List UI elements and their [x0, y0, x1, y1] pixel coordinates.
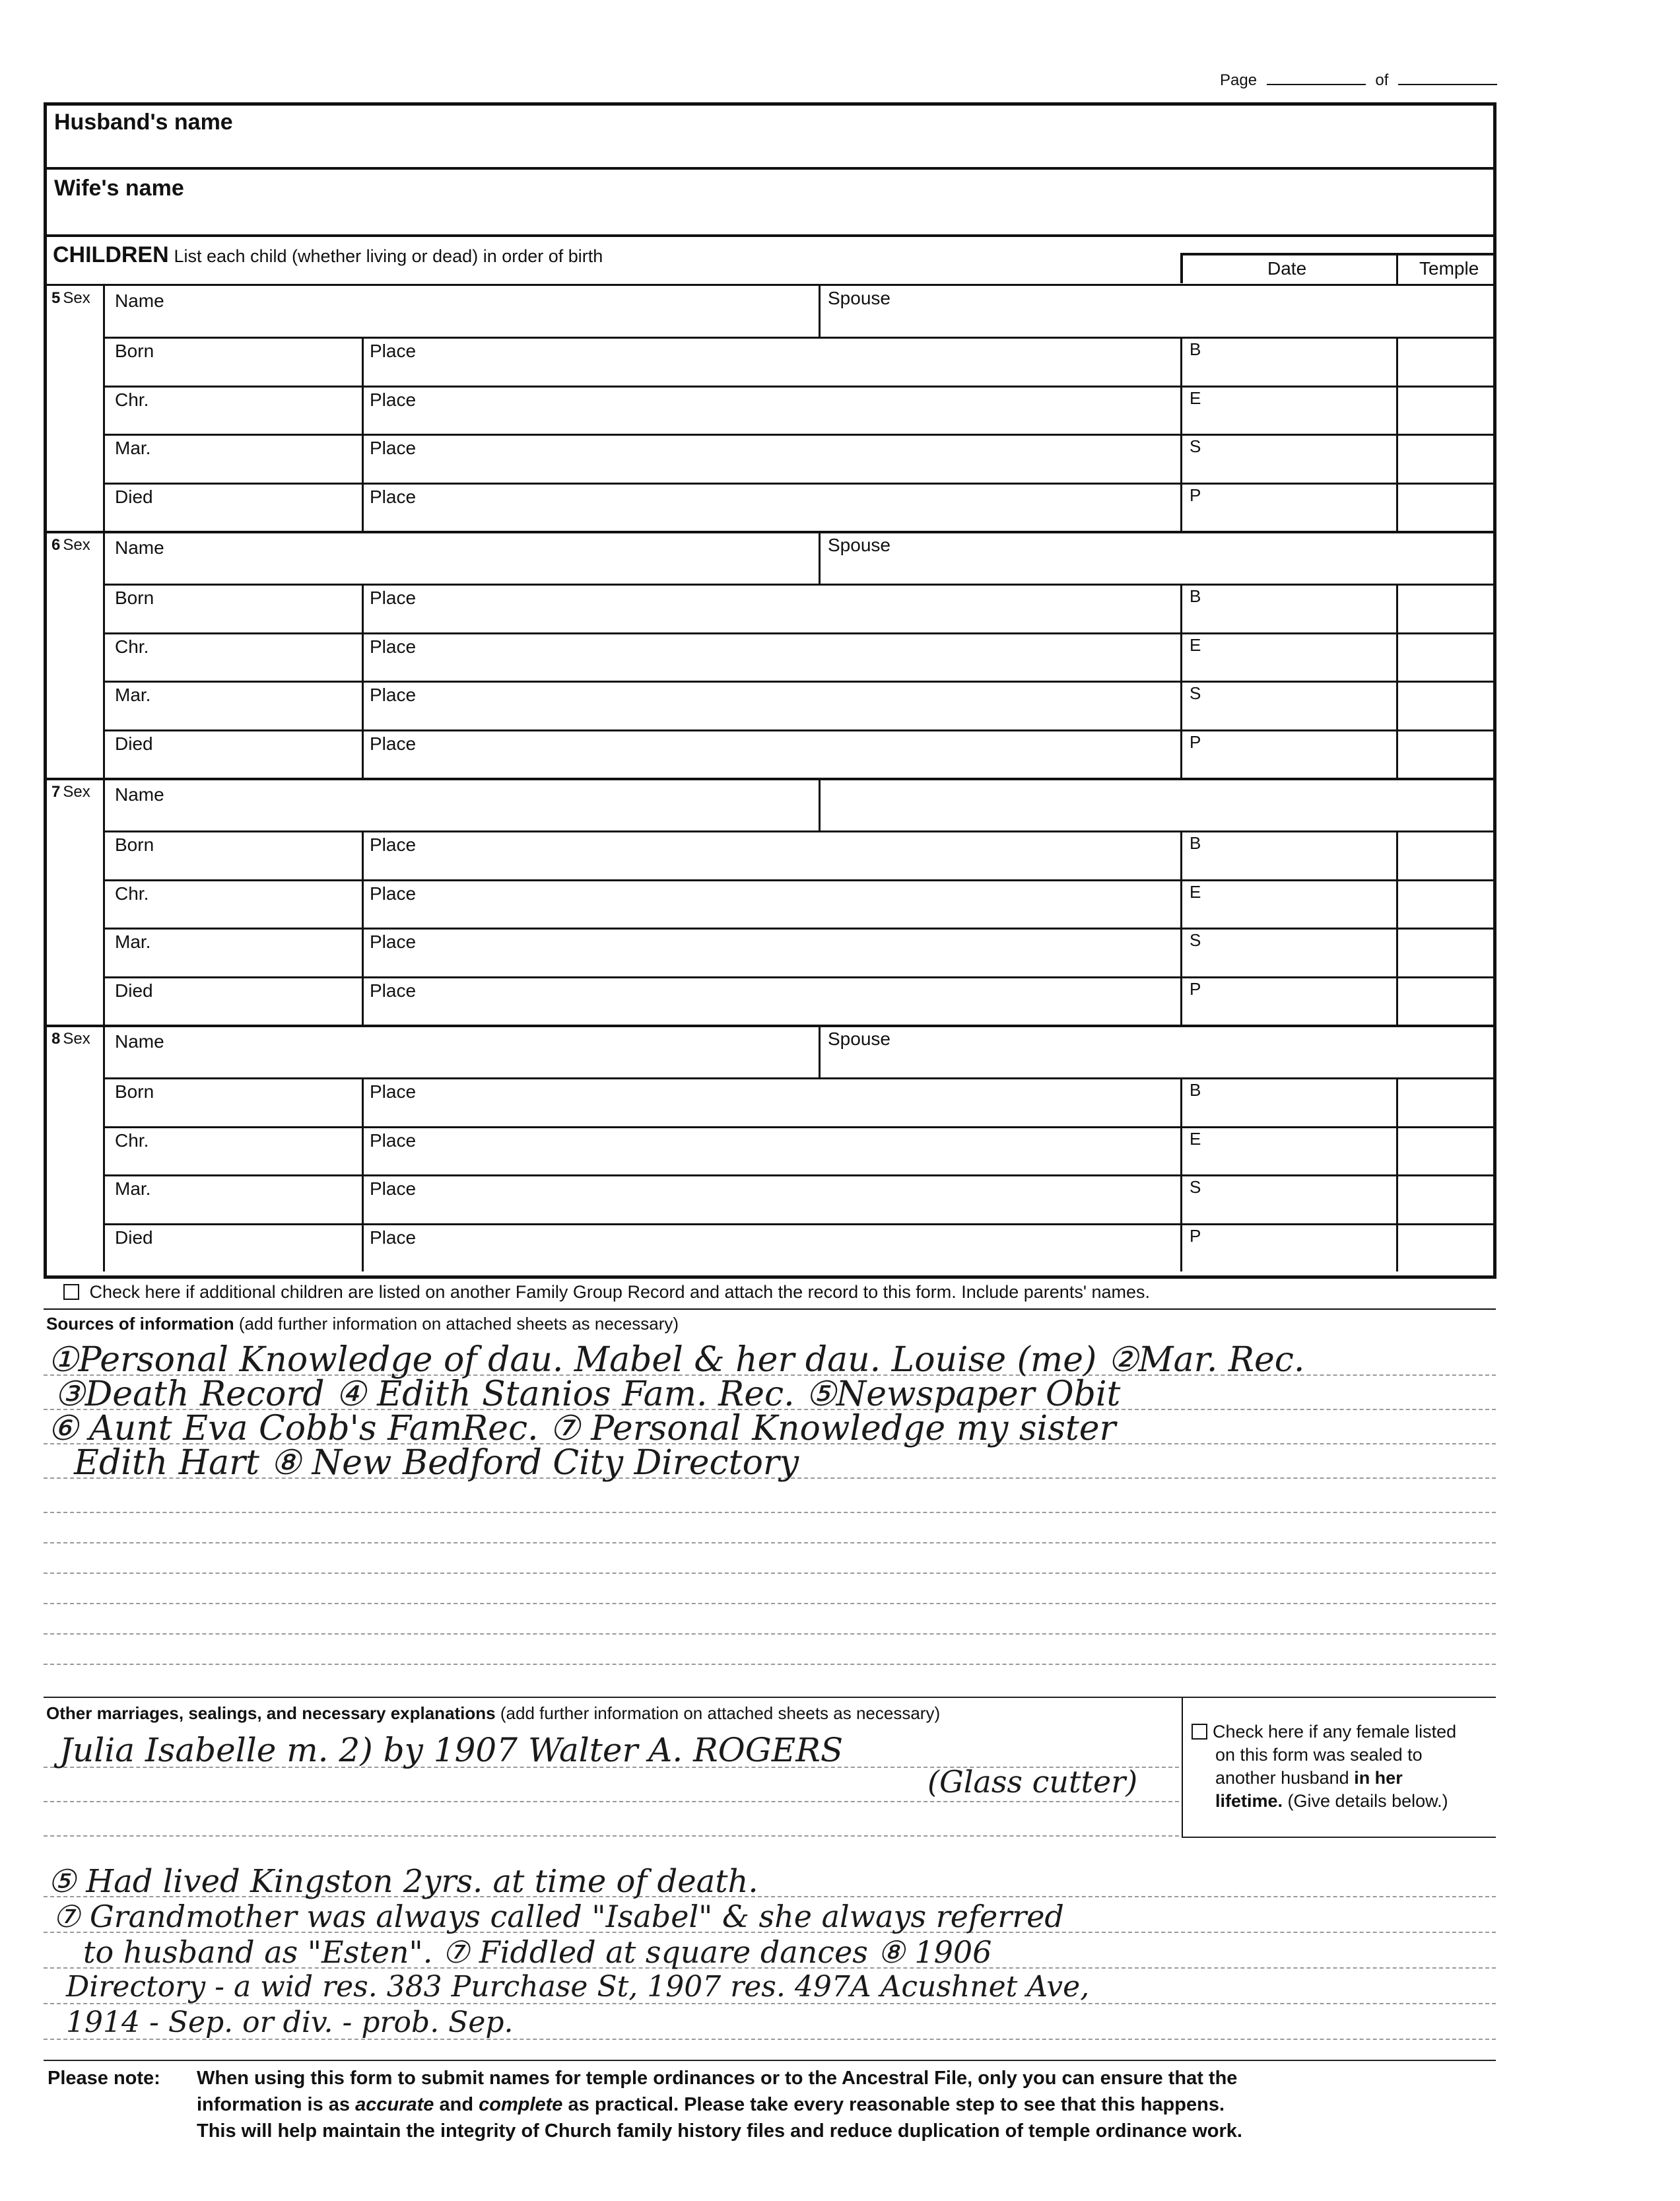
event-date-field[interactable]: [106, 1225, 359, 1270]
event-date-field[interactable]: [106, 978, 359, 1023]
place-label: Place: [370, 1081, 417, 1102]
event-label: Born: [115, 588, 154, 608]
event-label: Mar.: [115, 438, 151, 458]
ordinance-date-field[interactable]: [1183, 1176, 1394, 1221]
spouse-label: Spouse: [828, 288, 890, 308]
event-date-field[interactable]: [106, 387, 359, 432]
event-label: Born: [115, 1081, 154, 1102]
sealed-text-1: Check here if any female listed: [1192, 1720, 1456, 1744]
divider: [103, 1025, 105, 1271]
place-field[interactable]: [364, 585, 1178, 630]
child-number: [51, 1030, 90, 1048]
child-name-field[interactable]: [106, 285, 816, 334]
sources-line-1: ①Personal Knowledge of dau. Mabel & her dau. Louise (me) ②Mar. Rec.: [48, 1340, 1305, 1380]
event-label: Chr.: [115, 389, 149, 410]
page-label: Page: [1220, 71, 1258, 89]
place-label: Place: [370, 341, 417, 361]
children-subtitle: List each child (whether living or dead) in order of birth: [174, 246, 603, 266]
event-label: Died: [115, 980, 153, 1001]
event-date-field[interactable]: [106, 1176, 359, 1221]
wife-name-field[interactable]: [48, 170, 1493, 234]
additional-children-checkbox[interactable]: [63, 1284, 79, 1300]
spouse-field[interactable]: [821, 1026, 1492, 1075]
event-label: Born: [115, 834, 154, 855]
event-date-field[interactable]: [106, 731, 359, 776]
place-field[interactable]: [364, 1128, 1178, 1172]
spouse-label: Spouse: [828, 1029, 890, 1049]
child-name-field[interactable]: [106, 779, 816, 828]
temple-field[interactable]: [1399, 634, 1492, 679]
place-label: Place: [370, 883, 417, 904]
divider: [45, 234, 1495, 237]
event-label: Chr.: [115, 1130, 149, 1151]
place-label: Place: [370, 588, 417, 608]
additional-children-text: Check here if additional children are listed on another Family Group Record and attach the record to this form. Include parents' names.: [89, 1282, 1151, 1302]
husband-name-label: Husband's name: [54, 110, 233, 135]
event-date-field[interactable]: [106, 484, 359, 529]
place-field[interactable]: [364, 1225, 1178, 1270]
spouse-field[interactable]: [821, 285, 1492, 334]
additional-children-row: [63, 1282, 1150, 1303]
place-label: Place: [370, 931, 417, 952]
ordinance-date-field[interactable]: [1183, 435, 1394, 480]
other-marriages-line-1: Julia Isabelle m. 2) by 1907 Walter A. ROGERS: [59, 1731, 844, 1769]
other-marriages-title: Other marriages, sealings, and necessary explanations: [46, 1703, 496, 1723]
temple-field[interactable]: [1399, 585, 1492, 630]
child-number-value: 5: [51, 289, 61, 307]
of-label: of: [1375, 71, 1389, 89]
date-header: Date: [1267, 258, 1307, 279]
child-name-label: Name: [115, 784, 164, 805]
event-date-field[interactable]: [106, 1128, 359, 1172]
ordinance-label: B: [1190, 586, 1201, 606]
ruled-line: [44, 1542, 1496, 1543]
event-label: Died: [115, 1227, 153, 1248]
place-field[interactable]: [364, 832, 1178, 877]
sealed-checkbox[interactable]: [1192, 1724, 1207, 1740]
event-label: Chr.: [115, 636, 149, 657]
child-name-label: Name: [115, 290, 164, 311]
place-field[interactable]: [364, 484, 1178, 529]
temple-header: Temple: [1419, 258, 1479, 279]
event-label: Mar.: [115, 685, 151, 705]
divider: [44, 2060, 1496, 2061]
ruled-line: [44, 1633, 1496, 1635]
temple-field[interactable]: [1399, 387, 1492, 432]
child-name-field[interactable]: [106, 1026, 816, 1075]
ordinance-date-field[interactable]: [1183, 1225, 1394, 1270]
place-label: Place: [370, 834, 417, 855]
sex-label: Sex: [63, 536, 90, 554]
temple-field[interactable]: [1399, 682, 1492, 727]
sealed-text-4: lifetime. (Give details below.): [1215, 1791, 1448, 1811]
ordinance-label: B: [1190, 833, 1201, 853]
temple-field[interactable]: [1399, 484, 1492, 529]
ordinance-date-field[interactable]: [1183, 1079, 1394, 1124]
sealed-text-3: another husband in her: [1215, 1768, 1403, 1788]
ordinance-date-field[interactable]: [1183, 585, 1394, 630]
ordinance-label: S: [1190, 930, 1201, 950]
page-number-field[interactable]: [1267, 84, 1366, 85]
ordinance-date-field[interactable]: [1183, 387, 1394, 432]
temple-field[interactable]: [1399, 832, 1492, 877]
event-date-field[interactable]: [106, 682, 359, 727]
ordinance-date-field[interactable]: [1183, 978, 1394, 1023]
event-label: Died: [115, 733, 153, 754]
divider: [44, 1697, 1496, 1698]
divider: [1182, 1837, 1496, 1838]
event-date-field[interactable]: [106, 634, 359, 679]
ordinance-date-field[interactable]: [1183, 338, 1394, 383]
ruled-line: [44, 1573, 1496, 1574]
child-number: [51, 783, 90, 801]
event-label: Mar.: [115, 931, 151, 952]
ordinance-label: E: [1190, 634, 1201, 655]
ordinance-date-field[interactable]: [1183, 634, 1394, 679]
children-heading: [53, 242, 603, 268]
place-field[interactable]: [364, 929, 1178, 974]
footer-line-1: When using this form to submit names for temple ordinances or to the Ancestral File, only you can ensure that the: [197, 2068, 1238, 2089]
place-field[interactable]: [364, 1176, 1178, 1221]
place-field[interactable]: [364, 634, 1178, 679]
ordinance-label: E: [1190, 1128, 1201, 1149]
child-number-value: 7: [51, 783, 61, 801]
other-marriages-subtitle: (add further information on attached sheets as necessary): [500, 1703, 941, 1723]
wife-name-label: Wife's name: [54, 176, 184, 201]
place-field[interactable]: [364, 978, 1178, 1023]
divider: [103, 778, 105, 1025]
child-name-label: Name: [115, 537, 164, 558]
place-field[interactable]: [364, 881, 1178, 926]
temple-field[interactable]: [1399, 881, 1492, 926]
explanation-line-5: 1914 - Sep. or div. - prob. Sep.: [66, 2006, 514, 2039]
divider: [103, 531, 105, 778]
ruled-line: [44, 1512, 1496, 1513]
ordinance-date-field[interactable]: [1183, 881, 1394, 926]
ordinance-label: P: [1190, 731, 1201, 752]
ordinance-label: E: [1190, 881, 1201, 902]
child-number-value: 6: [51, 536, 61, 554]
divider: [819, 1025, 821, 1077]
temple-field[interactable]: [1399, 978, 1492, 1023]
footer-line-3: This will help maintain the integrity of Church family history files and reduce duplication of temple ordinance work.: [197, 2120, 1242, 2142]
sex-label: Sex: [63, 783, 90, 801]
sources-line-3: ⑥ Aunt Eva Cobb's FamRec. ⑦ Personal Knowledge my sister: [48, 1409, 1116, 1448]
child-name-field[interactable]: [106, 532, 816, 581]
divider: [819, 778, 821, 830]
sources-title: Sources of information: [46, 1314, 234, 1334]
ordinance-date-field[interactable]: [1183, 731, 1394, 776]
divider: [819, 531, 821, 584]
husband-name-field[interactable]: [48, 106, 1493, 166]
divider: [44, 1308, 1496, 1310]
place-field[interactable]: [364, 338, 1178, 383]
place-field[interactable]: [364, 387, 1178, 432]
ordinance-date-field[interactable]: [1183, 484, 1394, 529]
temple-field[interactable]: [1399, 1079, 1492, 1124]
place-label: Place: [370, 733, 417, 754]
ordinance-date-field[interactable]: [1183, 929, 1394, 974]
event-label: Chr.: [115, 883, 149, 904]
place-label: Place: [370, 636, 417, 657]
place-label: Place: [370, 1130, 417, 1151]
spouse-label: Spouse: [828, 535, 890, 555]
event-date-field[interactable]: [106, 881, 359, 926]
event-label: Died: [115, 486, 153, 507]
children-title: CHILDREN: [53, 242, 169, 267]
child-number-value: 8: [51, 1030, 61, 1048]
divider: [103, 284, 105, 531]
other-marriages-heading: [46, 1703, 940, 1724]
divider: [1182, 1698, 1183, 1837]
temple-field[interactable]: [1399, 929, 1492, 974]
spouse-field[interactable]: [821, 779, 1492, 828]
place-label: Place: [370, 980, 417, 1001]
child-number: [51, 536, 90, 555]
event-date-field[interactable]: [106, 929, 359, 974]
place-label: Place: [370, 486, 417, 507]
sealed-text-2: on this form was sealed to: [1215, 1745, 1423, 1765]
temple-field[interactable]: [1399, 1176, 1492, 1221]
ordinance-label: B: [1190, 1080, 1201, 1100]
sources-subtitle: (add further information on attached sheets as necessary): [238, 1314, 679, 1334]
divider: [45, 167, 1495, 170]
ordinance-date-field[interactable]: [1183, 832, 1394, 877]
page-total-field[interactable]: [1398, 84, 1497, 85]
temple-field[interactable]: [1399, 1128, 1492, 1172]
event-date-field[interactable]: [106, 338, 359, 383]
page-number-label: [1220, 71, 1497, 90]
place-field[interactable]: [364, 435, 1178, 480]
ruled-line: [44, 1835, 1179, 1837]
place-field[interactable]: [364, 731, 1178, 776]
place-label: Place: [370, 1178, 417, 1199]
child-number: [51, 289, 90, 308]
ruled-line: [44, 1664, 1496, 1665]
event-date-field[interactable]: [106, 832, 359, 877]
explanation-line-3: to husband as "Esten". ⑦ Fiddled at square dances ⑧ 1906: [83, 1934, 992, 1970]
ordinance-label: S: [1190, 683, 1201, 703]
event-label: Mar.: [115, 1178, 151, 1199]
explanation-line-4: Directory - a wid res. 383 Purchase St, 1907 res. 497A Acushnet Ave,: [66, 1970, 1090, 2004]
place-label: Place: [370, 685, 417, 705]
ordinance-label: P: [1190, 1225, 1201, 1246]
place-field[interactable]: [364, 1079, 1178, 1124]
explanation-line-1: ⑤ Had lived Kingston 2yrs. at time of death.: [48, 1863, 758, 1900]
footer-line-2: information is as accurate and complete as practical. Please take every reasonable step to see that this happens.: [197, 2094, 1225, 2115]
ordinance-date-field[interactable]: [1183, 1128, 1394, 1172]
ruled-line: [44, 1603, 1496, 1604]
child-name-label: Name: [115, 1031, 164, 1052]
footer-label: Please note:: [48, 2068, 160, 2089]
event-date-field[interactable]: [106, 1079, 359, 1124]
ordinance-label: E: [1190, 388, 1201, 408]
event-date-field[interactable]: [106, 585, 359, 630]
sex-label: Sex: [63, 1030, 90, 1048]
sealed-checkbox-area: [1192, 1720, 1456, 1813]
event-date-field[interactable]: [106, 435, 359, 480]
sex-label: Sex: [63, 289, 90, 307]
ordinance-label: B: [1190, 339, 1201, 359]
temple-field[interactable]: [1399, 338, 1492, 383]
sources-line-4: Edith Hart ⑧ New Bedford City Directory: [74, 1443, 799, 1483]
sources-heading: [46, 1314, 679, 1334]
explanation-line-2: ⑦ Grandmother was always called "Isabel" & she always referred: [53, 1899, 1064, 1934]
divider: [1396, 254, 1398, 285]
temple-field[interactable]: [1399, 435, 1492, 480]
temple-field[interactable]: [1399, 731, 1492, 776]
place-label: Place: [370, 389, 417, 410]
spouse-field[interactable]: [821, 532, 1492, 581]
ordinance-label: S: [1190, 1177, 1201, 1197]
ordinance-label: S: [1190, 436, 1201, 456]
place-label: Place: [370, 1227, 417, 1248]
ruled-line: [44, 1801, 1179, 1802]
other-marriages-line-2: (Glass cutter): [927, 1764, 1138, 1800]
event-label: Born: [115, 341, 154, 361]
temple-field[interactable]: [1399, 1225, 1492, 1270]
sources-line-2: ③Death Record ④ Edith Stanios Fam. Rec. ⑤Newspaper Obit: [54, 1374, 1121, 1414]
place-label: Place: [370, 438, 417, 458]
place-field[interactable]: [364, 682, 1178, 727]
divider: [819, 284, 821, 337]
ordinance-date-field[interactable]: [1183, 682, 1394, 727]
ordinance-label: P: [1190, 485, 1201, 505]
ordinance-label: P: [1190, 978, 1201, 999]
